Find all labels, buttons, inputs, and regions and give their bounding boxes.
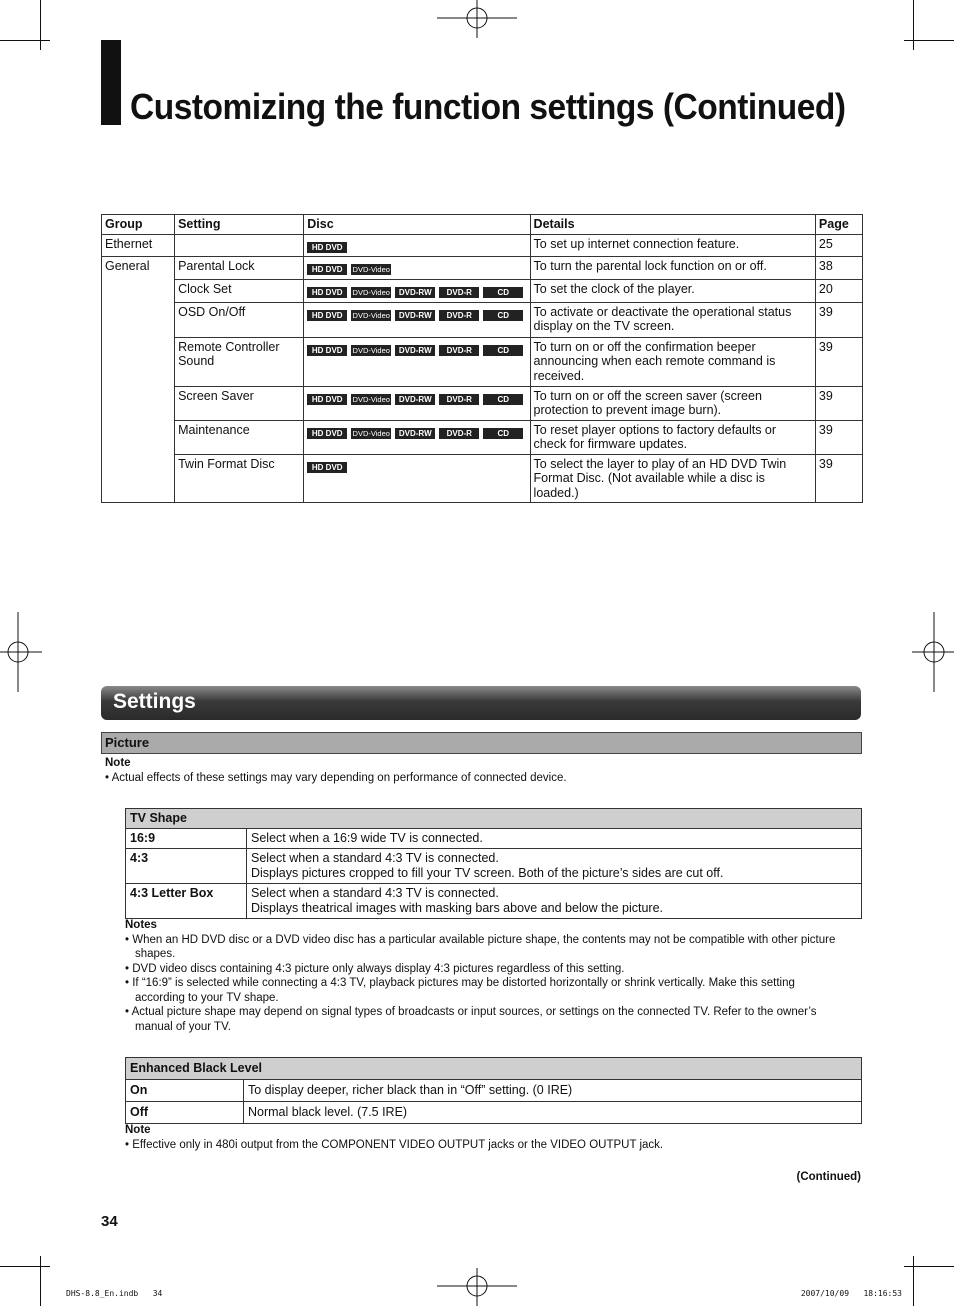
group-cell	[102, 454, 175, 503]
disc-badge: DVD-Video	[352, 264, 390, 274]
details-cell: To set the clock of the player.	[530, 279, 815, 302]
header-group: Group	[102, 215, 175, 235]
option-label: 16:9	[126, 829, 247, 849]
disc-badge: DVD-Video	[352, 310, 390, 320]
page-cell: 39	[815, 302, 862, 337]
settings-title: Settings	[113, 690, 196, 713]
black-level-note	[125, 1123, 845, 1152]
note-text: Actual picture shape may depend on signal types of broadcasts or input sources, or settings on the connected TV. Refer to the owner’s manual of your TV.	[131, 1006, 817, 1033]
table-row	[126, 829, 862, 849]
details-cell: To turn on or off the confirmation beeper announcing when each remote command is received.	[530, 337, 815, 386]
group-cell	[102, 386, 175, 420]
disc-badge: HD DVD	[307, 428, 347, 439]
disc-badge: DVD-R	[439, 394, 479, 405]
note-label: Note	[105, 757, 131, 769]
tv-shape-notes	[125, 918, 845, 1034]
picture-note	[105, 756, 855, 785]
option-label: 4:3 Letter Box	[126, 884, 247, 919]
option-label: 4:3	[126, 849, 247, 884]
disc-badge: DVD-R	[439, 287, 479, 298]
table-row	[102, 256, 863, 279]
header-disc: Disc	[304, 215, 530, 235]
disc-cell	[304, 337, 530, 386]
disc-badge: DVD-Video	[352, 394, 390, 404]
table-row	[102, 337, 863, 386]
disc-badge: DVD-RW	[395, 428, 435, 439]
disc-badge: DVD-Video	[352, 345, 390, 355]
disc-badge: DVD-RW	[395, 345, 435, 356]
disc-cell	[304, 420, 530, 454]
disc-badge: CD	[483, 394, 523, 405]
note-text: If “16:9” is selected while connecting a 4:3 TV, playback pictures may be distorted horizontally or shrink vertically. Make this setting according to your TV shape.	[132, 977, 795, 1004]
setting-cell: Screen Saver	[175, 386, 304, 420]
disc-badge: HD DVD	[307, 462, 347, 473]
page-cell: 39	[815, 386, 862, 420]
option-label: On	[126, 1080, 244, 1102]
setting-cell: Maintenance	[175, 420, 304, 454]
page-cell: 25	[815, 234, 862, 256]
disc-badge: CD	[483, 345, 523, 356]
disc-badge: DVD-R	[439, 310, 479, 321]
table-row	[102, 302, 863, 337]
table-row	[126, 884, 862, 919]
option-desc	[247, 829, 862, 849]
disc-badge: HD DVD	[307, 287, 347, 298]
disc-badge: HD DVD	[307, 345, 347, 356]
group-cell	[102, 337, 175, 386]
picture-section-bar	[101, 732, 862, 754]
table-row	[102, 386, 863, 420]
function-settings-table	[101, 214, 863, 503]
table-row	[102, 420, 863, 454]
desc-line: Select when a standard 4:3 TV is connected.	[251, 886, 499, 900]
page-cell: 39	[815, 420, 862, 454]
details-cell: To set up internet connection feature.	[530, 234, 815, 256]
note-item: • If “16:9” is selected while connecting a 4:3 TV, playback pictures may be distorted horizontally or shrink vertically. Make this setting according to your TV shape.	[125, 977, 795, 1004]
registration-mark-icon	[437, 0, 517, 40]
option-desc	[247, 884, 862, 919]
disc-cell	[304, 279, 530, 302]
header-setting: Setting	[175, 215, 304, 235]
disc-badge: HD DVD	[307, 310, 347, 321]
details-cell: To select the layer to play of an HD DVD Twin Format Disc. (Not available while a disc is loaded.)	[530, 454, 815, 503]
note-item: • When an HD DVD disc or a DVD video disc has a particular available picture shape, the contents may not be compatible with other picture shapes.	[125, 933, 836, 960]
details-cell: To turn on or off the screen saver (screen protection to prevent image burn).	[530, 386, 815, 420]
note-item: • Actual picture shape may depend on signal types of broadcasts or input sources, or settings on the connected TV. Refer to the owner’s manual of your TV.	[125, 1006, 817, 1033]
table-row	[126, 1102, 862, 1124]
details-cell: To activate or deactivate the operational status display on the TV screen.	[530, 302, 815, 337]
continued-label: (Continued)	[796, 1171, 861, 1183]
picture-title: Picture	[105, 735, 150, 750]
footer-timestamp: 2007/10/09 18:16:53	[800, 1289, 902, 1298]
setting-cell	[175, 234, 304, 256]
setting-cell: Twin Format Disc	[175, 454, 304, 503]
disc-badge: CD	[483, 428, 523, 439]
title-accent-bar	[101, 40, 121, 125]
tv-shape-header: TV Shape	[126, 809, 862, 829]
registration-mark-icon	[437, 1266, 517, 1306]
disc-badge: CD	[483, 310, 523, 321]
page-cell: 20	[815, 279, 862, 302]
group-cell	[102, 420, 175, 454]
table-row	[102, 234, 863, 256]
table-row	[102, 279, 863, 302]
page-title: Customizing the function settings (Continued)	[130, 86, 846, 127]
disc-badge: DVD-RW	[395, 287, 435, 298]
table-row	[126, 849, 862, 884]
option-desc	[247, 849, 862, 884]
desc-line: Displays theatrical images with masking bars above and below the picture.	[251, 901, 664, 915]
tv-shape-table	[125, 808, 862, 919]
option-desc: To display deeper, richer black than in “Off” setting. (0 IRE)	[244, 1080, 862, 1102]
setting-cell: OSD On/Off	[175, 302, 304, 337]
note-text: Actual effects of these settings may vary depending on performance of connected device.	[111, 771, 567, 784]
note-item: • Actual effects of these settings may vary depending on performance of connected device.	[105, 771, 567, 784]
header-page: Page	[815, 215, 862, 235]
option-desc: Normal black level. (7.5 IRE)	[244, 1102, 862, 1124]
table-row	[126, 1080, 862, 1102]
desc-line: Select when a standard 4:3 TV is connected.	[251, 851, 499, 865]
disc-badge: DVD-R	[439, 345, 479, 356]
disc-cell	[304, 386, 530, 420]
registration-mark-icon	[0, 612, 45, 692]
disc-cell	[304, 256, 530, 279]
black-level-header: Enhanced Black Level	[126, 1058, 862, 1080]
page-cell: 39	[815, 337, 862, 386]
disc-cell	[304, 302, 530, 337]
page-number: 34	[101, 1213, 118, 1230]
footer-file: DHS-8.8_En.indb 34	[66, 1289, 163, 1298]
disc-badge: HD DVD	[307, 394, 347, 405]
table-row	[102, 454, 863, 503]
note-text: When an HD DVD disc or a DVD video disc has a particular available picture shape, the contents may not be compatible with other picture shapes.	[132, 933, 836, 960]
notes-label: Notes	[125, 919, 157, 931]
group-cell: General	[102, 256, 175, 279]
disc-badge: DVD-RW	[395, 394, 435, 405]
details-cell: To turn the parental lock function on or off.	[530, 256, 815, 279]
group-cell	[102, 279, 175, 302]
group-cell: Ethernet	[102, 234, 175, 256]
group-cell	[102, 302, 175, 337]
disc-cell	[304, 454, 530, 503]
enhanced-black-level-table	[125, 1057, 862, 1124]
settings-section-bar	[101, 686, 861, 720]
details-cell: To reset player options to factory defaults or check for firmware updates.	[530, 420, 815, 454]
option-label: Off	[126, 1102, 244, 1124]
disc-badge: DVD-R	[439, 428, 479, 439]
disc-badge: DVD-RW	[395, 310, 435, 321]
registration-mark-icon	[909, 612, 954, 692]
note-item: • DVD video discs containing 4:3 picture only always display 4:3 pictures regardless of this setting.	[125, 962, 625, 975]
note-item: • Effective only in 480i output from the COMPONENT VIDEO OUTPUT jacks or the VIDEO OUTPUT jack.	[125, 1138, 664, 1151]
header-details: Details	[530, 215, 815, 235]
disc-badge: HD DVD	[307, 264, 347, 275]
disc-badge: DVD-Video	[352, 428, 390, 438]
desc-line: Select when a 16:9 wide TV is connected.	[251, 831, 483, 845]
note-text: Effective only in 480i output from the COMPONENT VIDEO OUTPUT jacks or the VIDEO OUTPUT jack.	[132, 1138, 664, 1151]
page-cell: 39	[815, 454, 862, 503]
setting-cell: Parental Lock	[175, 256, 304, 279]
disc-badge: HD DVD	[307, 242, 347, 253]
table-header-row	[102, 215, 863, 235]
note-label: Note	[125, 1124, 151, 1136]
disc-badge: CD	[483, 287, 523, 298]
desc-line: Displays pictures cropped to fill your TV screen. Both of the picture’s sides are cut off.	[251, 866, 724, 880]
disc-badge: DVD-Video	[352, 287, 390, 297]
page-cell: 38	[815, 256, 862, 279]
note-text: DVD video discs containing 4:3 picture only always display 4:3 pictures regardless of this setting.	[132, 962, 625, 975]
setting-cell: Clock Set	[175, 279, 304, 302]
setting-cell: Remote Controller Sound	[175, 337, 304, 386]
disc-cell	[304, 234, 530, 256]
